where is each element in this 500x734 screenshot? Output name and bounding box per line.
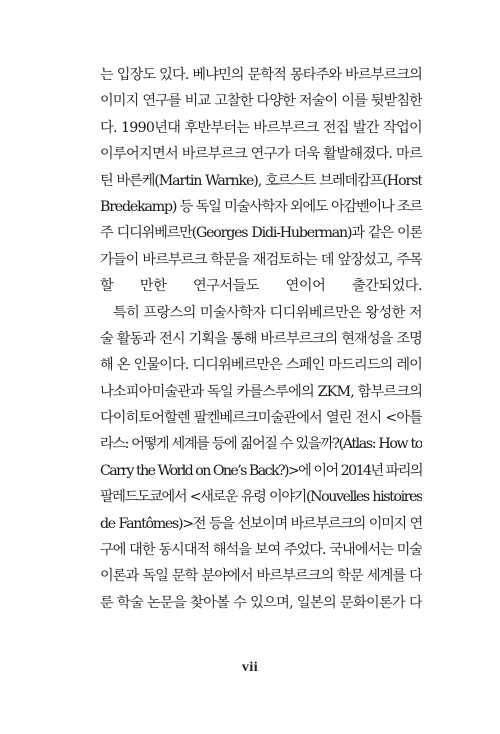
text-line: Carry the World on One’s Back?)>에 이어 2014년 파리의 (100, 462, 422, 479)
text-line: 틴 바른케(Martin Warnke), 호르스트 브레데캄프(Horst (100, 172, 422, 189)
text-line: 특히 프랑스의 미술사학자 디디위베르만은 왕성한 저 (113, 304, 422, 321)
paragraph (100, 62, 422, 300)
text-line: 이루어지면서 바르부르크 연구가 더욱 활발해졌다. 마르 (100, 146, 422, 163)
text-line: 가들이 바르부르크 학문을 재검토하는 데 앞장섰고, 주목 (100, 251, 422, 268)
text-line: 구에 대한 동시대적 해석을 보여 주었다. 국내에서는 미술 (100, 542, 422, 559)
text-line: 다이히토어할렌 팔켄베르크미술관에서 열린 전시 <아틀 (100, 410, 422, 427)
body-text (100, 62, 422, 616)
text-line: 는 입장도 있다. 베냐민의 문학적 몽타주와 바르부르크의 (100, 67, 422, 83)
text-line: 술 활동과 전시 기획을 통해 바르부르크의 현재성을 조명 (100, 330, 422, 347)
text-line: 할 만한 연구서들도 연이어 출간되었다. (100, 278, 422, 295)
page-number: vii (241, 660, 259, 675)
text-line: 팔레드도쿄에서 <새로운 유령 이야기(Nouvelles histoires (100, 489, 422, 506)
text-line: 나소피아미술관과 독일 카를스루에의 ZKM, 함부르크의 (100, 383, 422, 400)
text-line: 룬 학술 논문을 찾아볼 수 있으며, 일본의 문화이론가 다 (100, 594, 422, 611)
text-line: 라스: 어떻게 세계를 등에 짊어질 수 있을까?(Atlas: How to (100, 436, 422, 453)
text-line: 이미지 연구를 비교 고찰한 다양한 저술이 이를 뒷받침한 (100, 93, 422, 110)
text-line: de Fantômes)>전 등을 선보이며 바르부르크의 이미지 연 (100, 515, 422, 532)
text-line: 주 디디위베르만(Georges Didi-Huberman)과 같은 이론 (100, 225, 422, 242)
paragraph (100, 300, 422, 617)
text-line: Bredekamp) 등 독일 미술사학자 외에도 아감벤이나 조르 (100, 198, 422, 215)
text-line: 해 온 인물이다. 디디위베르만은 스페인 마드리드의 레이 (100, 357, 422, 374)
text-line: 이론과 독일 문학 분야에서 바르부르크의 학문 세계를 다 (100, 568, 422, 585)
text-line: 다. 1990년대 후반부터는 바르부르크 전집 발간 작업이 (100, 119, 422, 136)
